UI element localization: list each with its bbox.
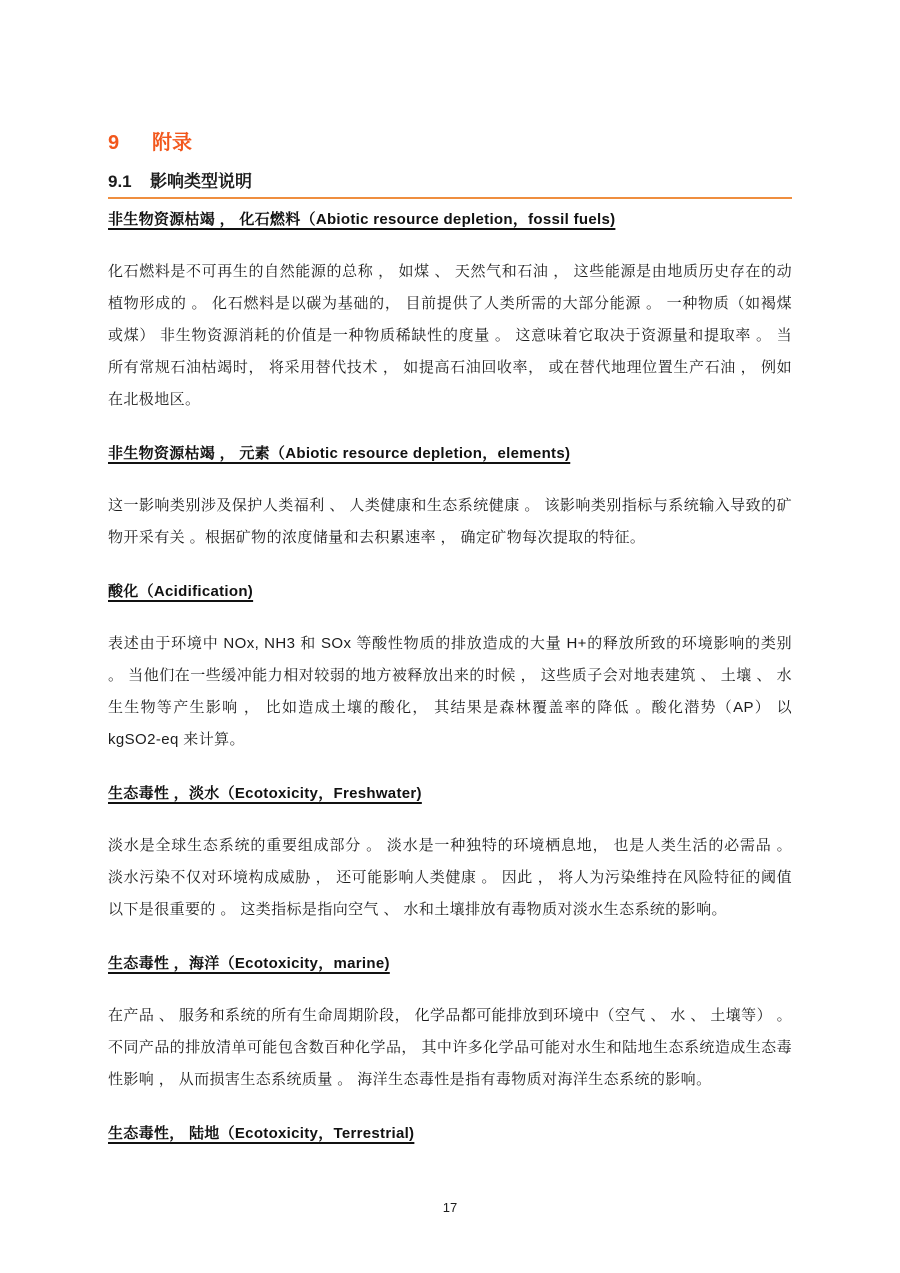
impact-heading-ecotoxicity-marine: 生态毒性 ，海洋（Ecotoxicity，marine): [108, 955, 390, 972]
impact-body-ecotoxicity-marine: 在产品 、 服务和系统的所有生命周期阶段， 化学品都可能排放到环境中（空气 、 水 、 土壤等） 。不同产品的排放清单可能包含数百种化学品， 其中许多化学品可能对水生和陆地生态系统造成生态毒性影响 ， 从而损害生态系统质量 。 海洋生态毒性是指有毒物质对海洋生态系统的影响。: [108, 1007, 792, 1088]
impact-body-ecotoxicity-freshwater: 淡水是全球生态系统的重要组成部分 。 淡水是一种独特的环境栖息地， 也是人类生活的必需品 。 淡水污染不仅对环境构成威胁 ， 还可能影响人类健康 。 因此 ， 将人为污染维持在风险特征的阈值以下是很重要的 。 这类指标是指向空气 、 水和土壤排放有毒物质对淡水生态系统的影响。: [108, 837, 792, 918]
document-content: [108, 0, 792, 1144]
section-title: 影响类型说明: [150, 172, 252, 191]
impact-body-abiotic-elements: 这一影响类别涉及保护人类福利 、 人类健康和生态系统健康 。 该影响类别指标与系统输入导致的矿物开采有关 。根据矿物的浓度储量和去积累速率 ， 确定矿物每次提取的特征。: [108, 497, 792, 546]
impact-heading-abiotic-fossil: 非生物资源枯竭 ， 化石燃料（Abiotic resource depletion，fossil fuels): [108, 211, 616, 228]
impact-body-abiotic-fossil: 化石燃料是不可再生的自然能源的总称 ， 如煤 、 天然气和石油 ， 这些能源是由地质历史存在的动植物形成的 。 化石燃料是以碳为基础的， 目前提供了人类所需的大部分能源 。 一种物质（如褐煤或煤） 非生物资源消耗的价值是一种物质稀缺性的度量 。 这意味着它取决于资源量和提取率 。 当所有常规石油枯竭时， 将采用替代技术 ， 如提高石油回收率， 或在替代地理位置生产石油 ， 例如在北极地区。: [108, 263, 792, 408]
impact-heading-ecotoxicity-freshwater: 生态毒性 ，淡水（Ecotoxicity，Freshwater): [108, 785, 422, 802]
section-number: 9.1: [108, 172, 132, 191]
impact-heading-ecotoxicity-terrestrial: 生态毒性， 陆地（Ecotoxicity，Terrestrial): [108, 1125, 415, 1142]
impact-heading-abiotic-elements: 非生物资源枯竭 ， 元素（Abiotic resource depletion，elements): [108, 445, 571, 462]
impact-heading-acidification: 酸化（Acidification): [108, 583, 254, 600]
chapter-number: 9: [108, 132, 120, 154]
page-number: 17: [442, 1200, 458, 1215]
chapter-heading: [108, 0, 792, 156]
impact-body-acidification: 表述由于环境中 NOx, NH3 和 SOx 等酸性物质的排放造成的大量 H+的释放所致的环境影响的类别 。 当他们在一些缓冲能力相对较弱的地方被释放出来的时候 ， 这些质子会对地表建筑 、 土壤 、 水生生物等产生影响 ， 比如造成土壤的酸化， 其结果是森林覆盖率的降低 。酸化潜势（AP） 以 kgSO2-eq 来计算。: [108, 635, 792, 748]
section-heading: [108, 170, 792, 199]
chapter-title: 附录: [152, 132, 192, 154]
